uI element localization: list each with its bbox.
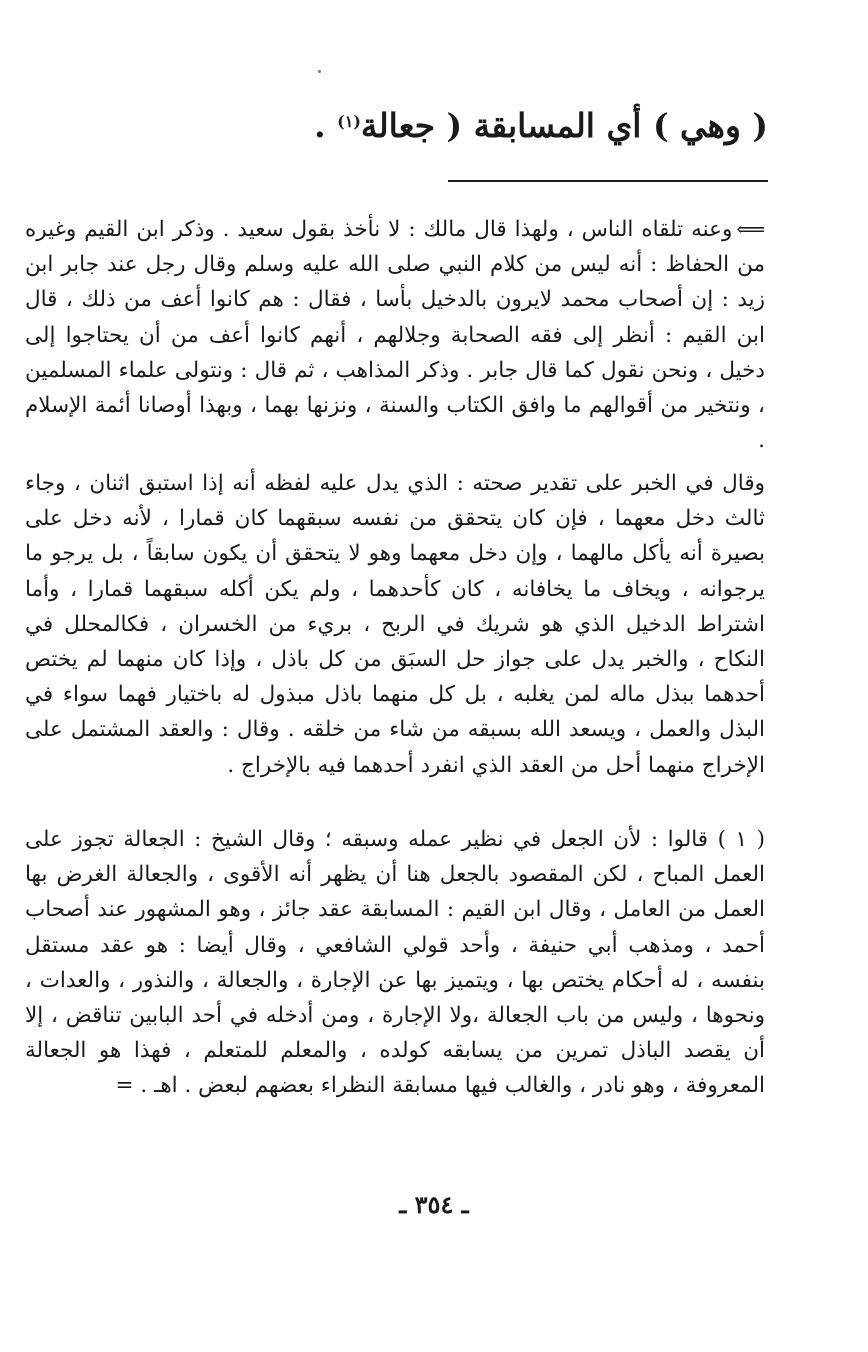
continuation-arrow-icon: ⟸ <box>736 217 765 241</box>
heading-divider <box>448 180 768 182</box>
section-heading <box>148 104 768 148</box>
heading-footnote-marker: (١) <box>337 112 361 131</box>
footnote-text: ( ١ ) قالوا : لأن الجعل في نظير عمله وسبقه ؛ وقال الشيخ : الجعالة تجوز على العمل المباح ، لكن المقصود بالجعل هنا أن يظهر أنه الأقوى ، والجعالة الغرض بها العمل من العامل ، وقال ابن القيم : المسابقة عقد جائز ، وهو المشهور عند أصحاب أحمد ، ومذهب أبي حنيفة ، وأحد قولي الشافعي ، وقال أيضا : هو عقد مستقل بنفسه ، له أحكام يختص بها ، ويتميز بها عن الإجارة ، والجعالة ، والنذور ، والعدات ، ونحوها ، وليس من باب الجعالة ،ولا الإجارة ، ومن أدخله في أحد البابين تناقض ، إلا أن يقصد الباذل تمرين من يسابقه كولده ، والمعلم للمتعلم ، فهذا هو الجعالة المعروفة ، وهو نادر ، والغالب فيها مسابقة النظراء بعضهم لبعض . اهـ . = <box>25 827 765 1099</box>
body-paragraph-1-text: وعنه تلقاه الناس ، ولهذا قال مالك : لا نأخذ بقول سعيد . وذكر ابن القيم وغيره من الحفاظ : أنه ليس من كلام النبي صلى الله عليه وسلم وقال رجل عند جابر ابن زيد : إن أصحاب محمد لايرون بالدخيل بأسا ، فقال : هم كانوا أعف من ذلك ، قال ابن القيم : أنظر إلى فقه الصحابة وجلالهم ، أنهم كانوا أعف من أن يحتاجوا إلى دخيل ، ونحن نقول كما قال جابر . وذكر المذاهب ، ثم قال : ونتولى علماء المسلمين ، ونتخير من أقوالهم ما وافق الكتاب والسنة ، ونزنها بهما ، وبهذا أوصانا أئمة الإسلام . <box>25 217 765 454</box>
heading-text: ( وهي ) أي المسابقة ( جعالة <box>360 106 768 145</box>
body-paragraph-2-text: وقال في الخبر على تقدير صحته : الذي يدل عليه لفظه أنه إذا استبق اثنان ، وجاء ثالث دخل معهما ، فإن كان يتحقق من نفسه سبقهما كان قمارا ، لأنه دخل على بصيرة أنه يأكل مالهما ، وإن دخل معهما وهو لا يتحقق أن يكون سابقاً ، بل يرجو ما يرجوانه ، ويخاف ما يخافانه ، كان كأحدهما ، ولم يكن أكله سبقهما قمارا ، وأما اشتراط الدخيل الذي هو شريك في الربح ، بريء من الخسران ، فكالمحلل في النكاح ، والخبر يدل على جواز حل السبَق من كل باذل ، وإذا كان منهما لم يختص أحدهما ببذل ماله لمن يغلبه ، بل كل منهما باذل مبذول له باختيار فهما سواء في البذل والعمل ، ويسعد الله بسبقه من شاء من خلقه . وقال : والعقد المشتمل على الإخراج منهما أحل من العقد الذي انفرد أحدهما فيه بالإخراج . <box>25 471 765 778</box>
body-paragraph-1 <box>25 212 765 458</box>
print-speck <box>318 70 321 73</box>
heading-end: . <box>314 106 338 145</box>
footnote <box>25 822 765 1104</box>
page-number: ـ ٣٥٤ ـ <box>399 1190 469 1219</box>
body-paragraph-2 <box>25 466 765 783</box>
